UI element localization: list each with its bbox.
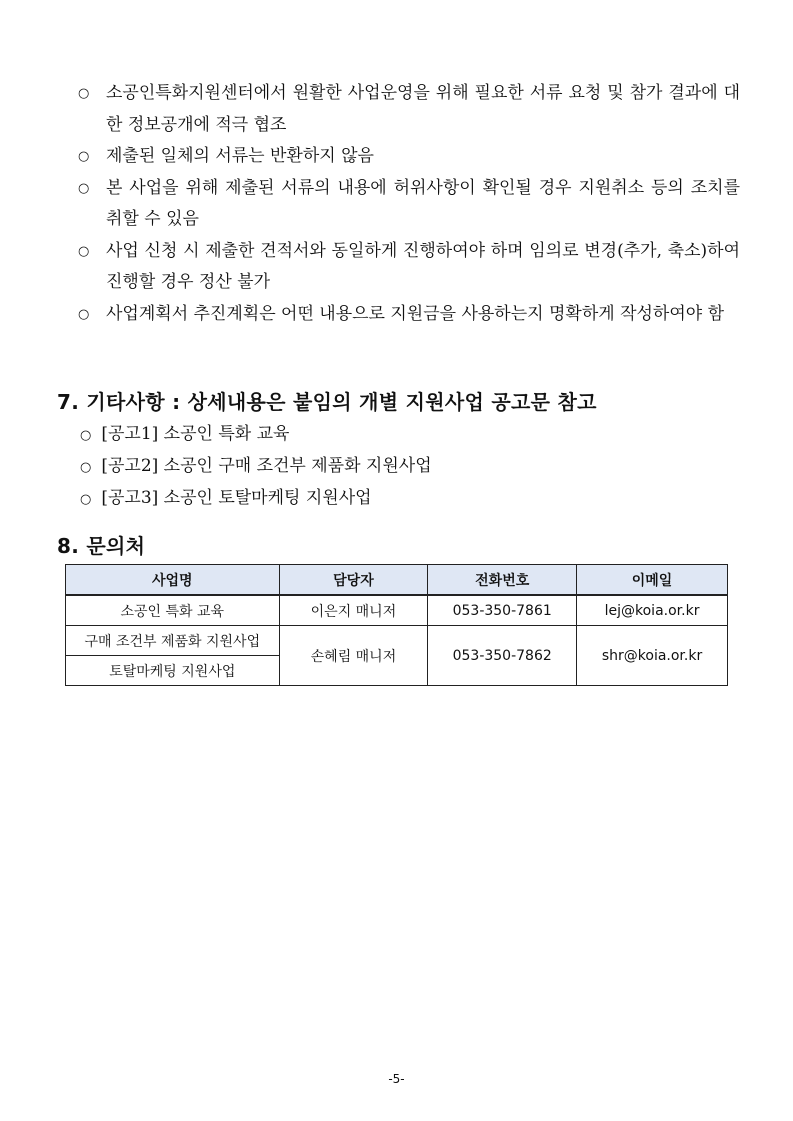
phone-cell: 053-350-7862 (428, 626, 577, 686)
list-item: ○ [공고3] 소공인 토탈마케팅 지원사업 (80, 488, 372, 508)
program-cell: 구매 조건부 제품화 지원사업 (66, 626, 280, 656)
circle-bullet-icon: ○ (78, 243, 90, 259)
header-phone: 전화번호 (428, 565, 577, 596)
program-cell: 소공인 특화 교육 (66, 595, 280, 626)
contact-table (65, 564, 728, 686)
section-8-heading: 8. 문의처 (57, 534, 146, 558)
list-item: ○ 제출된 일체의 서류는 반환하지 않음 (76, 141, 740, 173)
requirements-list (76, 78, 740, 330)
circle-bullet-icon: ○ (80, 428, 92, 443)
header-program: 사업명 (66, 565, 280, 596)
email-cell: lej@koia.or.kr (577, 595, 728, 626)
manager-cell: 손혜림 매니저 (279, 626, 428, 686)
manager-cell: 이은지 매니저 (279, 595, 428, 626)
header-email: 이메일 (577, 565, 728, 596)
table-header-row (66, 565, 728, 596)
list-item: ○ 사업계획서 추진계획은 어떤 내용으로 지원금을 사용하는지 명확하게 작성하여야 함 (76, 299, 740, 331)
header-manager: 담당자 (279, 565, 428, 596)
list-item: ○ [공고1] 소공인 특화 교육 (80, 424, 290, 444)
list-item: ○ 사업 신청 시 제출한 견적서와 동일하게 진행하여야 하며 임의로 변경(추가, 축소)하여 진행할 경우 정산 불가 (76, 236, 740, 299)
circle-bullet-icon: ○ (78, 86, 90, 101)
circle-bullet-icon: ○ (80, 492, 92, 507)
page-number: -5- (388, 1072, 405, 1086)
list-item: ○ 소공인특화지원센터에서 원활한 사업운영을 위해 필요한 서류 요청 및 참가 결과에 대한 정보공개에 적극 협조 (76, 78, 740, 141)
circle-bullet-icon: ○ (78, 180, 90, 196)
notice-list (80, 419, 432, 515)
phone-cell: 053-350-7861 (428, 595, 577, 626)
list-item: ○ 본 사업을 위해 제출된 서류의 내용에 허위사항이 확인될 경우 지원취소 등의 조치를 취할 수 있음 (76, 173, 740, 236)
circle-bullet-icon: ○ (78, 306, 90, 322)
circle-bullet-icon: ○ (78, 149, 90, 164)
list-item: ○ [공고2] 소공인 구매 조건부 제품화 지원사업 (80, 456, 432, 476)
section-7-heading: 7. 기타사항 : 상세내용은 붙임의 개별 지원사업 공고문 참고 (57, 390, 597, 414)
table-row (66, 626, 728, 656)
circle-bullet-icon: ○ (80, 460, 92, 475)
program-cell: 토탈마케팅 지원사업 (66, 656, 280, 686)
email-cell: shr@koia.or.kr (577, 626, 728, 686)
table-row (66, 595, 728, 626)
